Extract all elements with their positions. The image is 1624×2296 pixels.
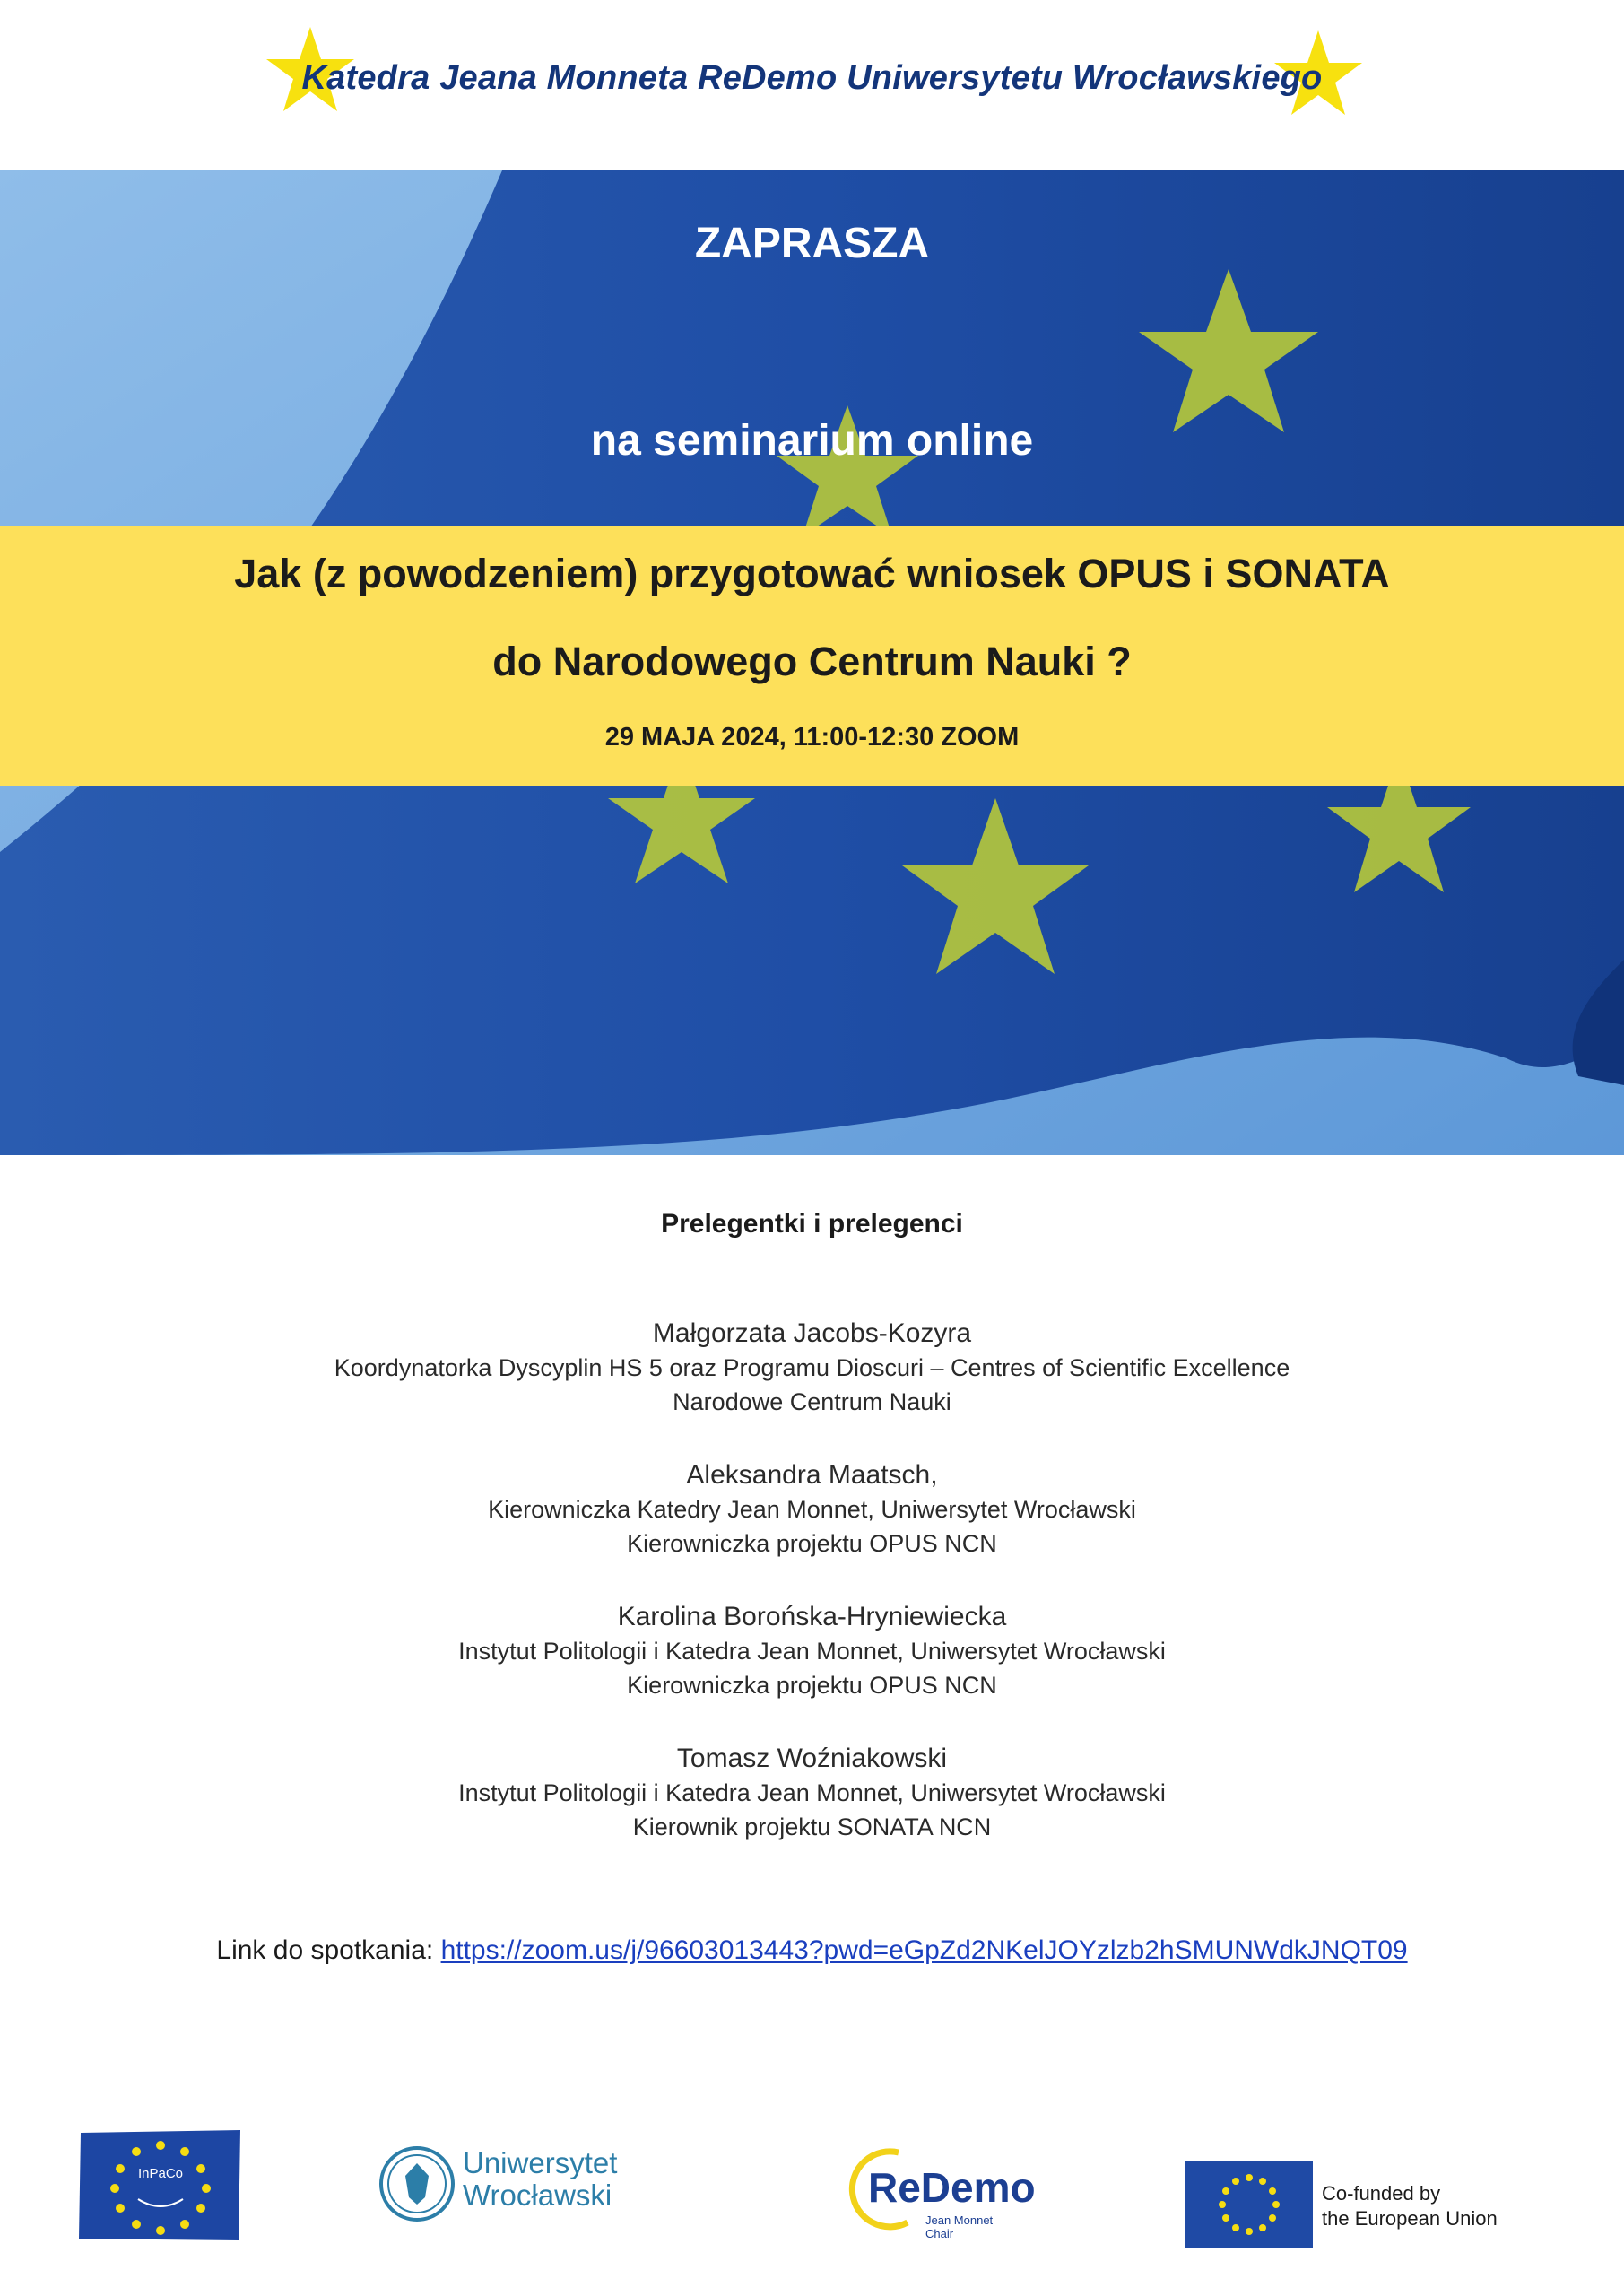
speaker-name: Tomasz Woźniakowski: [676, 1744, 948, 1773]
speaker-affiliation: Kierowniczka projektu OPUS NCN: [627, 1530, 997, 1557]
speaker-role: Koordynatorka Dyscyplin HS 5 oraz Programu Dioscuri – Centres of Scientific Excellence: [334, 1354, 1290, 1381]
speaker-name: Karolina Borońska-Hryniewiecka: [617, 1602, 1007, 1631]
redemo-name: ReDemo: [868, 2164, 1036, 2211]
speakers-heading: Prelegentki i prelegenci: [661, 1209, 963, 1239]
meeting-link-row: [0, 1935, 1624, 1966]
meeting-link-label: Link do spotkania:: [216, 1935, 441, 1965]
speaker-affiliation: Kierownik projektu SONATA NCN: [632, 1813, 992, 1840]
inpaco-logo: [75, 2127, 246, 2244]
speaker-role: Instytut Politologii i Katedra Jean Monnet, Uniwersytet Wrocławski: [458, 1638, 1166, 1665]
eu-cofunded-line1: Co-funded by: [1322, 2182, 1441, 2205]
speaker-role: Instytut Politologii i Katedra Jean Monnet, Uniwersytet Wrocławski: [458, 1779, 1166, 1806]
university-emblem-icon: [377, 2144, 457, 2224]
speaker-entry: [0, 1600, 1624, 1702]
university-name-line1: Uniwersytet: [463, 2146, 618, 2179]
eu-cofunded-logo: [1185, 2161, 1526, 2251]
inpaco-flag-icon: [75, 2127, 246, 2244]
page-title: Katedra Jeana Monneta ReDemo Uniwersytetu Wrocławskiego: [301, 59, 1323, 97]
redemo-subtitle: Jean Monnet Chair: [925, 2213, 994, 2240]
eu-flag-icon: [1185, 2161, 1313, 2248]
speaker-affiliation: Narodowe Centrum Nauki: [673, 1388, 951, 1415]
speaker-entry: [0, 1742, 1624, 1844]
speaker-entry: [0, 1458, 1624, 1561]
university-name-line2: Wrocławski: [463, 2179, 612, 2212]
university-logo: [377, 2142, 628, 2231]
invite-heading: ZAPRASZA: [694, 220, 930, 267]
speaker-name: Małgorzata Jacobs-Kozyra: [652, 1318, 972, 1348]
speaker-name: Aleksandra Maatsch,: [686, 1460, 938, 1490]
zoom-link[interactable]: https://zoom.us/j/96603013443?pwd=eGpZd2NKelJOYzlzb2hSMUNWdkJNQT09: [440, 1935, 1408, 1965]
seminar-title-line2: do Narodowego Centrum Nauki ?: [492, 639, 1132, 684]
header: [0, 0, 1624, 170]
speaker-affiliation: Kierowniczka projektu OPUS NCN: [627, 1672, 997, 1699]
eu-cofunded-line2: the European Union: [1322, 2207, 1498, 2230]
seminar-title-line1: Jak (z powodzeniem) przygotować wniosek OPUS i SONATA: [234, 551, 1390, 596]
speaker-entry: [0, 1317, 1624, 1419]
speaker-role: Kierowniczka Katedry Jean Monnet, Uniwersytet Wrocławski: [488, 1496, 1136, 1523]
event-date: 29 MAJA 2024, 11:00-12:30 ZOOM: [604, 723, 1020, 752]
redemo-logo: [843, 2144, 1036, 2240]
inpaco-label: InPaCo: [137, 2166, 184, 2181]
event-type: na seminarium online: [590, 417, 1034, 465]
